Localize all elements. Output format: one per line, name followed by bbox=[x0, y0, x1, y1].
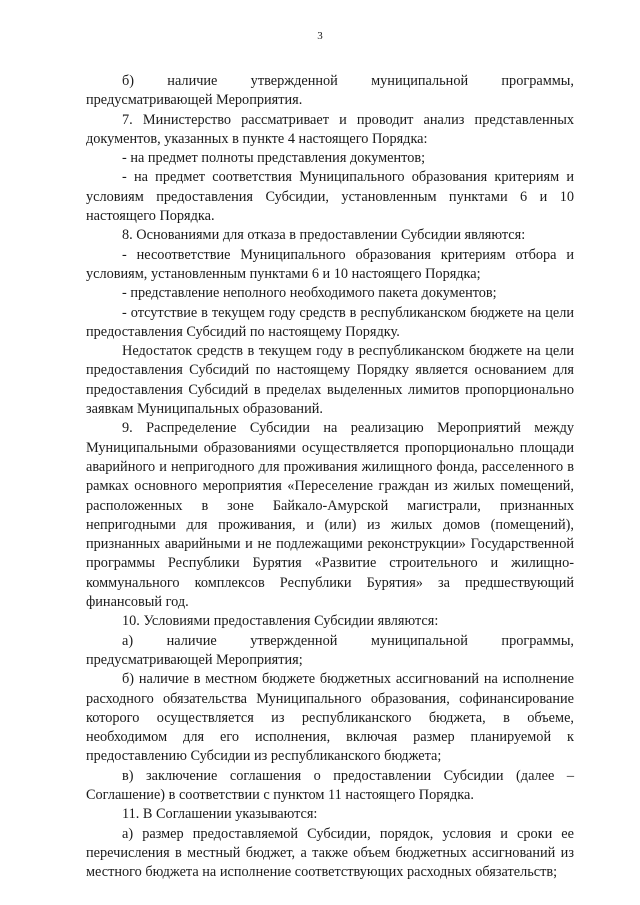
page-number: 3 bbox=[317, 30, 323, 42]
paragraph-9: 9. Распределение Субсидии на реализацию Мероприятий между Муниципальными образованиями осуществляется пропорционально площади аварийного и непригодного для проживания жилищного фонда, расселенного в рамках основного мероприятия «Переселение граждан из жилых помещений, расположенных в зоне Байкало-Амурской магистрали, признанных непригодными для проживания, и (или) из жилых домов (помещений), признанных аварийными и не подлежащими реконструкции» Государственной программы Республики Бурятия «Развитие строительного и жилищно-коммунального комплексов Республики Бурятия» за предшествующий финансовый год. bbox=[86, 420, 574, 611]
paragraph-7: 7. Министерство рассматривает и проводит анализ представленных документов, указанных в пункте 4 настоящего Порядка: bbox=[86, 111, 574, 147]
paragraph-8: 8. Основаниями для отказа в предоставлении Субсидии являются: bbox=[122, 227, 526, 244]
paragraph-8-item-2: - представление неполного необходимого пакета документов; bbox=[122, 285, 497, 302]
paragraph-7-item-2: - на предмет соответствия Муниципального образования критериям и условиям предоставления Субсидии, установленным пунктами 6 и 10 настоящего Порядка. bbox=[86, 169, 574, 225]
paragraph-10c: в) заключение соглашения о предоставлении Субсидии (далее – Соглашение) в соответствии с пунктом 11 настоящего Порядка. bbox=[86, 767, 574, 803]
document-body bbox=[86, 72, 574, 882]
paragraph-10a: а) наличие утвержденной муниципальной программы, предусматривающей Мероприятия; bbox=[86, 632, 574, 668]
paragraph-7-item-1: - на предмет полноты представления документов; bbox=[122, 150, 426, 167]
paragraph-8-note: Недостаток средств в текущем году в республиканском бюджете на цели предоставления Субсидий по настоящему Порядку является основанием для предоставления Субсидий в пределах выделенных лимитов пропорционально заявкам Муниципальных образований. bbox=[86, 343, 574, 418]
paragraph-10: 10. Условиями предоставления Субсидии являются: bbox=[122, 613, 439, 630]
paragraph-11a: а) размер предоставляемой Субсидии, порядок, условия и сроки ее перечисления в местный бюджет, а также объем бюджетных ассигнований из местного бюджета на исполнение соответствующих расходных обязательств; bbox=[86, 825, 574, 881]
paragraph-8-item-1: - несоответствие Муниципального образования критериям отбора и условиям, установленным пунктами 6 и 10 настоящего Порядка; bbox=[86, 246, 574, 282]
paragraph-6b: б) наличие утвержденной муниципальной программы, предусматривающей Мероприятия. bbox=[86, 73, 574, 109]
paragraph-10b: б) наличие в местном бюджете бюджетных ассигнований на исполнение расходного обязательства Муниципального образования, софинансирование которого осуществляется из республиканского бюджета, в объеме, необходимом для его исполнения, включая размер планируемой к предоставлению Субсидии из республиканского бюджета; bbox=[86, 671, 574, 765]
paragraph-11: 11. В Соглашении указываются: bbox=[122, 806, 318, 823]
paragraph-8-item-3: - отсутствие в текущем году средств в республиканском бюджете на цели предоставления Субсидий по настоящему Порядку. bbox=[86, 304, 574, 340]
